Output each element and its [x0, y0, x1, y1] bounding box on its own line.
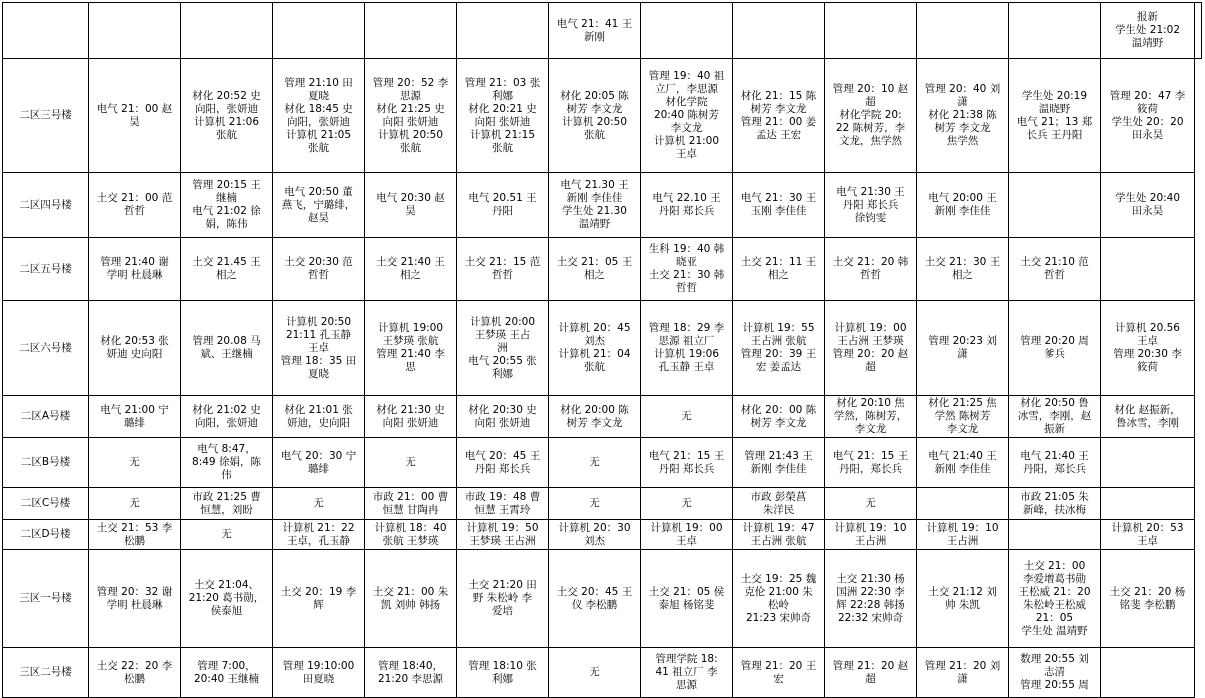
schedule-cell: 无 — [549, 438, 641, 488]
schedule-cell: 土交 19：25 魏 克伦 21:00 朱 松岭 21:23 宋帅奇 — [733, 550, 825, 648]
schedule-cell: 土交 21：15 范 哲哲 — [457, 238, 549, 301]
schedule-cell: 计算机 20:50 21:11 孔玉静 王卓 管理 18：35 田 夏晓 — [273, 301, 365, 396]
schedule-cell: 市政 21:05 朱 新峰，扶冰梅 — [1009, 488, 1101, 520]
schedule-cell: 学生处 20:40 田永昊 — [1101, 173, 1195, 238]
schedule-cell: 市政 21：00 曹 恒慧 甘陶冉 — [365, 488, 457, 520]
schedule-cell: 电气 8:47， 8:49 徐娟，陈 伟 — [181, 438, 273, 488]
schedule-cell: 计算机 21：22 王卓，孔玉静 — [273, 520, 365, 550]
schedule-cell: 材化 赵振新， 鲁冰雪，李刚 — [1101, 396, 1195, 438]
schedule-cell: 电气 22.10 王 丹阳 郑长兵 — [641, 173, 733, 238]
schedule-cell: 管理 20：52 李 思源 材化 21:25 史 向阳 张妍迪 计算机 20:50 张航 — [365, 59, 457, 173]
schedule-cell — [1195, 3, 1202, 59]
schedule-cell: 管理 21：20 赵 超 — [825, 648, 917, 698]
schedule-cell: 电气 20：45 王 丹阳 郑长兵 — [457, 438, 549, 488]
building-label: 二区四号楼 — [3, 173, 89, 238]
building-label: 二区C号楼 — [3, 488, 89, 520]
schedule-cell: 土交 21：00 朱 凯 刘帅 韩扬 — [365, 550, 457, 648]
schedule-cell: 无 — [549, 488, 641, 520]
table-row — [3, 3, 1202, 59]
schedule-cell — [917, 488, 1009, 520]
schedule-cell: 市政 彭榮菖 朱洋民 — [733, 488, 825, 520]
schedule-cell: 材化 21：15 陈 树芳 李文龙 管理 21：00 姜 孟达 王宏 — [733, 59, 825, 173]
schedule-cell — [457, 3, 549, 59]
schedule-cell: 计算机 20.56 王卓 管理 20:30 李 筱荷 — [1101, 301, 1195, 396]
schedule-cell: 管理 20:20 周 爹兵 — [1009, 301, 1101, 396]
schedule-cell: 土交 21：05 侯 泰旭 杨铭斐 — [641, 550, 733, 648]
schedule-cell: 电气 21:00 宁 璐绯 — [89, 396, 181, 438]
schedule-cell — [917, 3, 1009, 59]
schedule-cell: 学生处 20:19 温晓野 电气 21；13 郑 长兵 王丹阳 — [1009, 59, 1101, 173]
schedule-cell — [1009, 173, 1101, 238]
schedule-cell: 电气 21：15 王 丹阳，郑长兵 — [825, 438, 917, 488]
schedule-cell: 计算机 20:00 王梦瑛 王占 洲 电气 20:55 张 利娜 — [457, 301, 549, 396]
schedule-cell: 电气 21:40 王 丹阳，郑长兵 — [1009, 438, 1101, 488]
building-label: 二区三号楼 — [3, 59, 89, 173]
schedule-cell: 无 — [549, 648, 641, 698]
schedule-cell: 土交 21：00 李爱增葛书勋 王松威 21：20 朱松岭王松威 21：05 学生处 温靖野 — [1009, 550, 1101, 648]
schedule-cell: 生科 19：40 韩 晓亚 土交 21：30 韩 哲哲 — [641, 238, 733, 301]
schedule-cell: 土交 21：20 杨 铭斐 李松鹏 — [1101, 550, 1195, 648]
schedule-cell: 材化 21:01 张 妍迪，史向阳 — [273, 396, 365, 438]
schedule-cell — [1009, 3, 1101, 59]
building-label: 二区B号楼 — [3, 438, 89, 488]
schedule-cell: 土交 21:10 范 哲哲 — [1009, 238, 1101, 301]
schedule-cell: 管理 7:00， 20:40 王继楠 — [181, 648, 273, 698]
schedule-cell: 管理 20:15 王 继楠 电气 21:02 徐 娟，陈伟 — [181, 173, 273, 238]
schedule-cell: 土交 21:04、 21:20 葛书勋， 侯泰旭 — [181, 550, 273, 648]
schedule-cell: 无 — [825, 488, 917, 520]
schedule-cell: 管理学院 18: 41 祖立厂 李 思源 — [641, 648, 733, 698]
schedule-cell: 计算机 20：30 刘杰 — [549, 520, 641, 550]
schedule-cell: 土交 21：53 李 松鹏 — [89, 520, 181, 550]
schedule-cell: 管理 21:40 谢 学明 杜晨琳 — [89, 238, 181, 301]
schedule-cell: 无 — [273, 488, 365, 520]
schedule-cell: 管理 20：47 李 筱荷 学生处 20：20 田永昊 — [1101, 59, 1195, 173]
schedule-cell: 电气 20:30 赵 昊 — [365, 173, 457, 238]
table-row — [3, 550, 1202, 648]
schedule-cell: 电气 21：00 赵 昊 — [89, 59, 181, 173]
schedule-cell: 材化 20:00 陈 树芳 李文龙 — [549, 396, 641, 438]
schedule-cell: 材化 20:30 史 向阳 张妍迪 — [457, 396, 549, 438]
schedule-cell: 管理 20.08 马 斌、王继楠 — [181, 301, 273, 396]
schedule-cell: 土交 21：20 韩 哲哲 — [825, 238, 917, 301]
schedule-cell: 电气 21:40 王 新刚 李佳佳 — [917, 438, 1009, 488]
schedule-cell: 材化 20:10 焦 学然，陈树芳， 李文龙 — [825, 396, 917, 438]
schedule-cell — [1101, 648, 1195, 698]
schedule-cell: 报新 学生处 21:02 温靖野 — [1101, 3, 1195, 59]
schedule-cell: 土交 21:20 田 野 朱松岭 李 爱培 — [457, 550, 549, 648]
schedule-cell: 土交 21:12 刘 帅 朱凯 — [917, 550, 1009, 648]
schedule-cell: 土交 21.45 王 相之 — [181, 238, 273, 301]
schedule-cell: 土交 20：45 王 仪 李松鹏 — [549, 550, 641, 648]
schedule-cell: 电气 21：30 王 玉刚 李佳佳 — [733, 173, 825, 238]
table-row — [3, 301, 1202, 396]
schedule-cell — [365, 3, 457, 59]
schedule-cell — [641, 3, 733, 59]
schedule-cell: 管理 21：20 王 宏 — [733, 648, 825, 698]
schedule-cell: 材化 20:53 张 妍迪 史向阳 — [89, 301, 181, 396]
schedule-cell: 材化 20：00 陈 树芳 李文龙 — [733, 396, 825, 438]
schedule-cell: 电气 21：41 王 新刚 — [549, 3, 641, 59]
schedule-cell: 无 — [89, 438, 181, 488]
schedule-cell: 材化 20:05 陈 树芳 李文龙 计算机 20:50 张航 — [549, 59, 641, 173]
schedule-cell: 土交 20:30 范 哲哲 — [273, 238, 365, 301]
building-label: 二区D号楼 — [3, 520, 89, 550]
schedule-cell: 电气 20.51 王 丹阳 — [457, 173, 549, 238]
schedule-cell: 无 — [365, 438, 457, 488]
schedule-cell: 材化 21:02 史 向阳，张妍迪 — [181, 396, 273, 438]
schedule-cell: 计算机 19:00 王梦瑛 张航 管理 21:40 李 思 — [365, 301, 457, 396]
duty-schedule-table — [2, 2, 1202, 698]
schedule-cell: 数理 20:55 刘 志清 管理 20:55 周 — [1009, 648, 1101, 698]
building-label: 三区二号楼 — [3, 648, 89, 698]
schedule-cell: 市政 19：48 曹 恒慧 王霄玲 — [457, 488, 549, 520]
schedule-cell: 无 — [89, 488, 181, 520]
schedule-cell — [733, 3, 825, 59]
schedule-cell: 管理 20：32 谢 学明 杜晨琳 — [89, 550, 181, 648]
schedule-cell: 电气 20：30 宁 璐绯 — [273, 438, 365, 488]
schedule-cell: 计算机 19：55 王占洲 张航 管理 20：39 王 宏 姜孟达 — [733, 301, 825, 396]
schedule-cell: 管理 20：40 刘 潇 材化 21:38 陈 树芳 李文龙 焦学然 — [917, 59, 1009, 173]
table-row — [3, 59, 1202, 173]
schedule-cell: 管理 21:10 田 夏晓 材化 18:45 史 向阳，张妍迪 计算机 21:05 张航 — [273, 59, 365, 173]
schedule-cell — [1101, 488, 1195, 520]
building-label: 二区五号楼 — [3, 238, 89, 301]
schedule-cell: 管理 18：29 李 思源 祖立厂 计算机 19:06 孔玉静 王卓 — [641, 301, 733, 396]
schedule-cell: 管理 20:23 刘 潇 — [917, 301, 1009, 396]
schedule-cell — [825, 3, 917, 59]
schedule-cell: 土交 20：19 李 辉 — [273, 550, 365, 648]
schedule-cell — [1101, 238, 1195, 301]
schedule-cell — [1101, 438, 1195, 488]
schedule-cell: 土交 21:40 王 相之 — [365, 238, 457, 301]
schedule-cell: 管理 21:43 王 新刚 李佳佳 — [733, 438, 825, 488]
schedule-cell: 管理 21：20 刘 潇 — [917, 648, 1009, 698]
schedule-cell: 土交 22：20 李 松鹏 — [89, 648, 181, 698]
schedule-cell: 土交 21：30 王 相之 — [917, 238, 1009, 301]
schedule-cell: 电气 21：15 王 丹阳 郑长兵 — [641, 438, 733, 488]
schedule-cell: 土交 21：05 王 相之 — [549, 238, 641, 301]
schedule-cell: 计算机 19：10 王占洲 — [917, 520, 1009, 550]
schedule-cell — [273, 3, 365, 59]
schedule-cell: 电气 21:30 王 丹阳 郑长兵 徐钧雯 — [825, 173, 917, 238]
table-row — [3, 488, 1202, 520]
schedule-cell: 计算机 20：53 王卓 — [1101, 520, 1195, 550]
schedule-cell: 无 — [641, 396, 733, 438]
schedule-cell: 管理 20：10 赵 超 材化学院 20: 22 陈树芳，李 文龙，焦学然 — [825, 59, 917, 173]
schedule-cell: 管理 18:10 张 利娜 — [457, 648, 549, 698]
schedule-cell — [1009, 520, 1101, 550]
schedule-cell: 无 — [181, 520, 273, 550]
schedule-cell: 计算机 19：50 王梦瑛 王占洲 — [457, 520, 549, 550]
schedule-cell — [181, 3, 273, 59]
schedule-cell: 材化 21:30 史 向阳 张妍迪 — [365, 396, 457, 438]
schedule-cell: 管理 19:10:00 田夏晓 — [273, 648, 365, 698]
schedule-cell: 材化 20:50 鲁 冰雪，李刚，赵 振新 — [1009, 396, 1101, 438]
schedule-cell: 计算机 19：00 王占洲 王梦瑛 管理 20：20 赵 超 — [825, 301, 917, 396]
schedule-cell: 管理 18:40， 21:20 李思源 — [365, 648, 457, 698]
schedule-cell: 无 — [641, 488, 733, 520]
table-row — [3, 173, 1202, 238]
schedule-cell: 土交 21：11 王 相之 — [733, 238, 825, 301]
schedule-cell: 管理 19：40 祖 立厂，李思源 材化学院 20:40 陈树芳 李文龙 计算机 21:00 王卓 — [641, 59, 733, 173]
schedule-cell: 市政 21:25 曹 恒慧，刘盼 — [181, 488, 273, 520]
building-label: 二区六号楼 — [3, 301, 89, 396]
building-label: 三区一号楼 — [3, 550, 89, 648]
schedule-cell: 计算机 20：45 刘杰 计算机 21：04 张航 — [549, 301, 641, 396]
table-row — [3, 396, 1202, 438]
schedule-cell: 计算机 19：10 王占洲 — [825, 520, 917, 550]
schedule-cell — [89, 3, 181, 59]
schedule-cell: 计算机 19：47 王占洲 张航 — [733, 520, 825, 550]
building-label — [3, 3, 89, 59]
schedule-cell: 土交 21：00 范 哲哲 — [89, 173, 181, 238]
schedule-cell: 电气 20:50 董 燕飞，宁璐绯， 赵昊 — [273, 173, 365, 238]
table-row — [3, 520, 1202, 550]
schedule-cell: 计算机 19：00 王卓 — [641, 520, 733, 550]
building-label: 二区A号楼 — [3, 396, 89, 438]
schedule-cell: 电气 21.30 王 新刚 李佳佳 学生处 21.30 温靖野 — [549, 173, 641, 238]
schedule-cell: 土交 21:30 杨 国洲 22:30 李 辉 22:28 韩扬 22:32 宋帅奇 — [825, 550, 917, 648]
schedule-cell: 电气 20:00 王 新刚 李佳佳 — [917, 173, 1009, 238]
schedule-cell: 材化 21:25 焦 学然 陈树芳 李文龙 — [917, 396, 1009, 438]
schedule-cell: 材化 20:52 史 向阳，张妍迪 计算机 21:06 张航 — [181, 59, 273, 173]
schedule-cell: 计算机 18：40 张航 王梦瑛 — [365, 520, 457, 550]
schedule-cell: 管理 21：03 张 利娜 材化 20:21 史 向阳 张妍迪 计算机 21:15 张航 — [457, 59, 549, 173]
table-row — [3, 238, 1202, 301]
table-row — [3, 648, 1202, 698]
table-row — [3, 438, 1202, 488]
